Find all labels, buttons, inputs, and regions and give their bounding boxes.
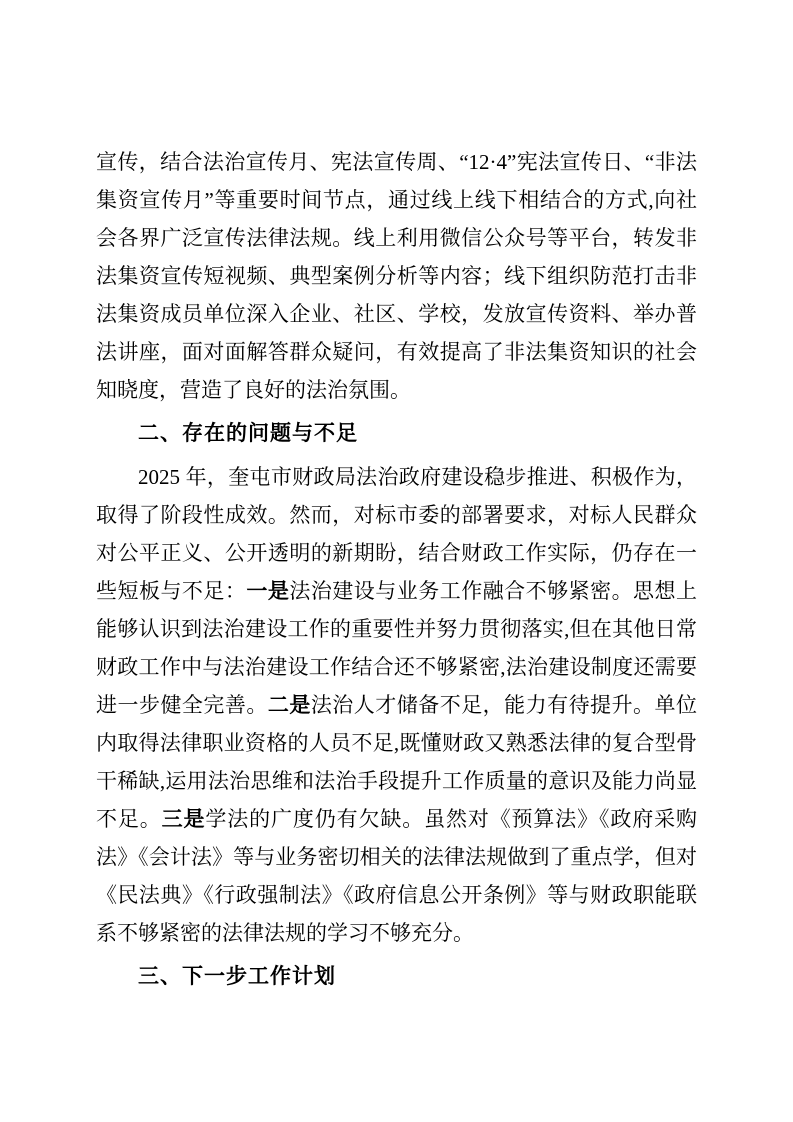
point-1-text: 法治建设与业务工作融合不够紧密。思想上能够认识到法治建设工作的重要性并努力贯彻落实,但在其他日常财政工作中与法治建设工作结合还不够紧密,法治建设制度还需要进一步健全完善。: [96, 579, 698, 717]
point-3-label: 三是: [161, 807, 206, 831]
section-2-heading: 二、存在的问题与不足: [138, 422, 358, 445]
section-2-intro: 2025 年，奎屯市财政局法治政府建设稳步推进、积极作为，取得了阶段性成效。然而，对标市委的部署要求，对标人民群众对公平正义、公开透明的新期盼，结合财政工作实际，仍存在一些短板与不足：: [96, 465, 697, 603]
continuation-paragraph: 宣传，结合法治宣传月、宪法宣传周、“12·4”宪法宣传日、“非法集资宣传月”等重要时间节点，通过线上线下相结合的方式,向社会各界广泛宣传法律法规。线上利用微信公众号等平台，转发非法集资宣传短视频、典型案例分析等内容；线下组织防范打击非法集资成员单位深入企业、社区、学校，发放宣传资料、举办普法讲座，面对面解答群众疑问，有效提高了非法集资知识的社会知晓度，营造了良好的法治氛围。: [96, 150, 697, 402]
point-3-text: 学法的广度仍有欠缺。虽然对《预算法》《政府采购法》《会计法》等与业务密切相关的法律法规做到了重点学，但对《民法典》《行政强制法》《政府信息公开条例》等与财政职能联系不够紧密的法律法规的学习不够充分。: [96, 807, 698, 945]
section-2-paragraph: [96, 458, 697, 952]
point-2-text: 法治人才储备不足，能力有待提升。单位内取得法律职业资格的人员不足,既懂财政又熟悉法律的复合型骨干稀缺,运用法治思维和法治手段提升工作质量的意识及能力尚显不足。: [96, 693, 698, 831]
section-3-heading: 三、下一步工作计划: [138, 965, 336, 988]
point-1-label: 一是: [246, 579, 290, 603]
point-2-label: 二是: [267, 693, 311, 717]
